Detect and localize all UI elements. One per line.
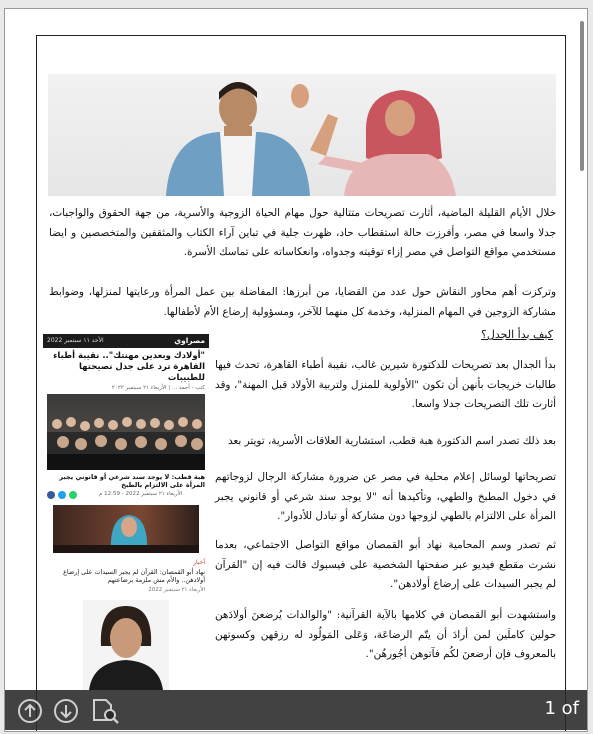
news-topbar <box>43 334 209 348</box>
crowd-caption: هبة قطب: لا يوجد سند شرعي أو قانوني يجبر المرأة على الالتزام بالطبخ <box>59 473 205 489</box>
news-headline: "أولادك وبعدين مهنتك".. نقيبة أطباء القاهرة ترد على جدل نصيحتها للطبيبات <box>53 351 205 383</box>
arrow-down-icon[interactable] <box>53 698 77 722</box>
share-row <box>43 489 209 501</box>
facebook-icon <box>47 491 55 499</box>
news-date: الأحد ١١ سبتمبر 2022 <box>47 337 104 344</box>
intro-paragraph-2: وتركزت أهم محاور النقاش حول عدد من القضايا، من أبرزها: المفاضلة بين عمل المرأة ورعايتها لمنزلها، وضوابط مشاركة الزوجين في المهام المنزلية، وخدمة كل منهما للآخر، ومسؤولية إرضاع الأم لأطفالها. <box>49 286 556 318</box>
document-search-icon[interactable] <box>91 698 115 722</box>
body-paragraph-1: بدأ الجدال بعد تصريحات للدكتورة شيرين غالب، نقيبة أطباء القاهرة، تحدث فيها طالبات خريجات بأنهن أن تكون "الأولوية للمنزل ولتربية الأولاد قبل المهنة"، وقد أثارت تلك التصريحات جدلا واسعا. <box>215 359 556 410</box>
story-meta: الأربعاء ٢١ سبتمبر 2022 <box>148 587 205 593</box>
scrollbar[interactable] <box>580 21 584 171</box>
document-page <box>36 35 566 732</box>
body-paragraph-4: ثم تصدر وسم المحامية نهاد أبو القمصان مواقع التواصل الاجتماعي، بعدما نشرت مقطع فيديو عبر صفحتها الشخصية على فيسبوك قالت فيه إن "القرآن لم يجبر السيدات على إرضاع أولادهن". <box>215 539 556 590</box>
news-headline-meta: كتب - أحمد ... | الأربعاء ٢١ سبتمبر ٢٠٢٢ <box>111 385 205 391</box>
arrow-up-icon[interactable] <box>17 698 41 722</box>
hero-photo <box>48 74 556 196</box>
viewer-toolbar <box>5 690 587 730</box>
story-title: نهاد أبو القمصان: القرآن لم يجبر السيدات على إرضاع أولادهن.. والأم مش ملزمة برضاعتهم <box>63 568 205 584</box>
news-screenshot-collage <box>43 334 209 732</box>
crowd-meta: الأربعاء ٢١ سبتمبر 2022 - 12:59 م <box>99 491 183 497</box>
interview-photo <box>53 505 199 553</box>
section-heading: كيف بدأ الجدل؟ <box>481 328 553 341</box>
intro-paragraph-1: خلال الأيام القليلة الماضية، أثارت تصريحات متتالية حول مهام الحياة الزوجية والأسرية، من جهة الحقوق والواجبات، جدلا واسعا في مصر، وأفرزت حالة استقطاب حاد، ظهرت جلية في تباين آراء الكتاب والمثقفين والمتخصصين و ايضا مستخدمي مواقع التواصل في مصر إزاء توقيته وجدواه، وانعكاساته على تماسك الأسرة. <box>49 207 556 258</box>
news-tag: أخبار <box>193 559 205 566</box>
body-paragraph-3: تصريحاتها لوسائل إعلام محلية في مصر عن ضرورة مشاركة الرجال لزوجاتهم في دخول المطبخ والطهي، وتأكيدها أنه "لا يوجد سند شرعي أو قانوني يجبر المرأة على الالتزام بالطهي لزوجها دون مشاركة أو تبادل للأدوار". <box>215 471 556 522</box>
page-indicator: 1 of <box>544 698 579 719</box>
body-paragraph-5: واستشهدت أبو القمصان في كلامها بالآية القرآنية: "والوالدات يُرضعنَ أولادَهن حولين كاملَين لمن أرادَ أن يتّم الرضاعَة، وَعَلى المَولُود له رزقهن وكسوتهن بالمعروف فإن أرضعنَ لكُم فآتوهن أجُورهُن". <box>215 609 556 660</box>
viewer-frame <box>4 8 588 732</box>
body-paragraph-2: بعد ذلك تصدر اسم الدكتورة هبة قطب، استشارية العلاقات الأسرية، تويتر بعد <box>227 435 556 447</box>
whatsapp-icon <box>69 491 77 499</box>
twitter-icon <box>58 491 66 499</box>
news-logo: مصراوي <box>174 336 205 345</box>
crowd-photo <box>47 394 205 470</box>
portrait-photo <box>83 600 169 690</box>
